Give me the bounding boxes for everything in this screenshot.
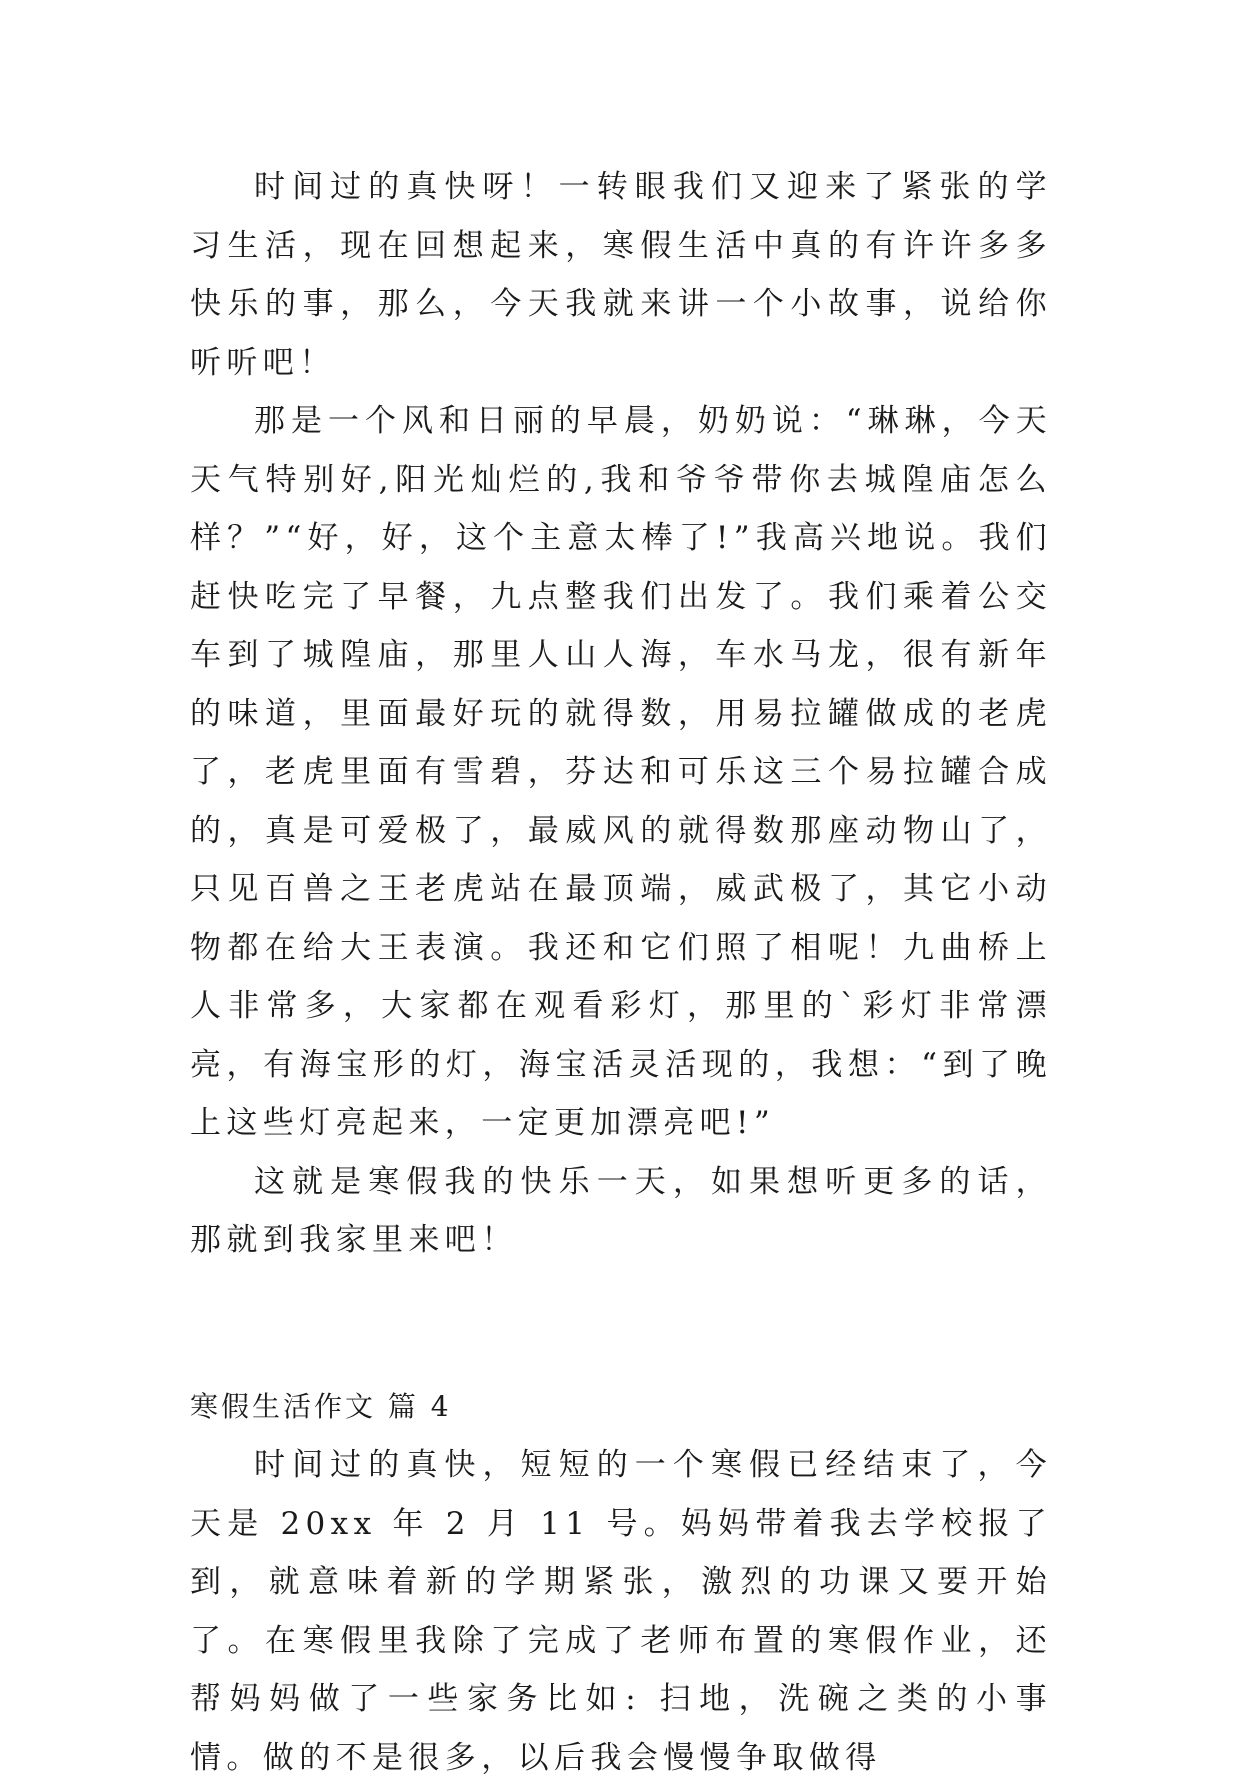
section-spacer [190,1270,1052,1378]
paragraph-closing: 这就是寒假我的快乐一天，如果想听更多的话，那就到我家里来吧！ [190,1163,1052,1258]
paragraph-intro: 时间过的真快呀！一转眼我们又迎来了紧张的学习生活，现在回想起来，寒假生活中真的有许许多多快乐的事，那么，今天我就来讲一个小故事，说给你听听吧！ [190,169,1052,381]
paragraph-section4: 时间过的真快，短短的一个寒假已经结束了，今天是 20xx 年 2 月 11 号。妈妈带着我去学校报了到，就意味着新的学期紧张，激烈的功课又要开始了。在寒假里我除了完成了老师布置的寒假作业，还帮妈妈做了一些家务比如: 扫地，洗碗之类的小事情。做的不是很多，以后我会慢慢争取做得 [190,1447,1052,1776]
section-title: 寒假生活作文 篇 4 [190,1389,452,1423]
paragraph-story: 那是一个风和日丽的早晨，奶奶说：“琳琳，今天天气特别好,阳光灿烂的,我和爷爷带你去城隍庙怎么样？”“好，好，这个主意太棒了!”我高兴地说。我们赶快吃完了早餐，九点整我们出发了。我们乘着公交车到了城隍庙，那里人山人海，车水马龙，很有新年的味道，里面最好玩的就得数，用易拉罐做成的老虎了，老虎里面有雪碧，芬达和可乐这三个易拉罐合成的，真是可爱极了，最威风的就得数那座动物山了，只见百兽之王老虎站在最顶端，威武极了，其它小动物都在给大王表演。我还和它们照了相呢！九曲桥上人非常多，大家都在观看彩灯，那里的`彩灯非常漂亮，有海宝形的灯，海宝活灵活现的，我想：“到了晚上这些灯亮起来，一定更加漂亮吧!” [190,403,1052,1141]
document-body [190,158,1052,1787]
